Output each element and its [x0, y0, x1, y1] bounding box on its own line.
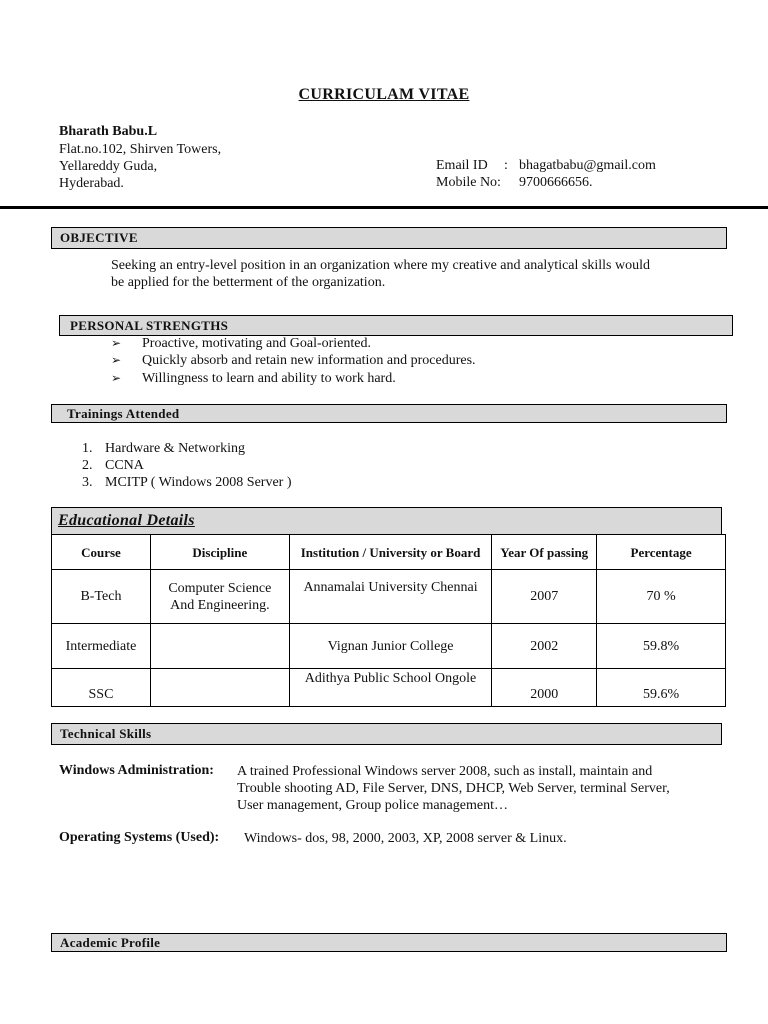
cell-discipline — [150, 669, 289, 707]
windows-admin-line-3: User management, Group police management… — [237, 798, 508, 813]
mobile-label: Mobile No: — [436, 175, 501, 190]
strength-item — [111, 370, 396, 387]
cell-percentage: 70 % — [597, 570, 726, 624]
strength-text: Willingness to learn and ability to work hard. — [142, 371, 396, 386]
strengths-heading: PERSONAL STRENGTHS — [59, 315, 733, 336]
strength-text: Quickly absorb and retain new information and procedures. — [142, 353, 476, 368]
table-row — [52, 669, 726, 707]
cell-course: Intermediate — [52, 624, 151, 669]
objective-line-1: Seeking an entry-level position in an organization where my creative and analytical skills would — [111, 258, 650, 273]
address-line-1: Flat.no.102, Shirven Towers, — [59, 142, 222, 157]
column-header: Discipline — [150, 535, 289, 570]
email-label: Email ID — [436, 158, 488, 173]
column-header: Percentage — [597, 535, 726, 570]
mobile-value: 9700666656. — [519, 175, 593, 190]
trainings-heading: Trainings Attended — [51, 404, 727, 423]
cell-year: 2002 — [492, 624, 597, 669]
windows-admin-label: Windows Administration: — [59, 763, 214, 778]
education-table — [51, 534, 726, 707]
table-row — [52, 570, 726, 624]
strength-item — [111, 352, 476, 369]
table-header-row — [52, 535, 726, 570]
cell-institution: Annamalai University Chennai — [289, 570, 492, 624]
training-item: 1. Hardware & Networking — [82, 441, 245, 456]
header-divider — [0, 206, 768, 209]
arrow-bullet-icon: ➢ — [111, 371, 122, 385]
training-item: 3. MCITP ( Windows 2008 Server ) — [82, 475, 292, 490]
cell-year: 2000 — [492, 669, 597, 707]
os-label: Operating Systems (Used): — [59, 830, 220, 845]
cell-year: 2007 — [492, 570, 597, 624]
arrow-bullet-icon: ➢ — [111, 353, 122, 367]
windows-admin-line-1: A trained Professional Windows server 2008, such as install, maintain and — [237, 764, 653, 779]
column-header: Course — [52, 535, 151, 570]
column-header: Institution / University or Board — [289, 535, 492, 570]
cell-institution: Adithya Public School Ongole — [289, 669, 492, 707]
windows-admin-line-2: Trouble shooting AD, File Server, DNS, DHCP, Web Server, terminal Server, — [237, 781, 670, 796]
cell-percentage: 59.8% — [597, 624, 726, 669]
cell-discipline — [150, 624, 289, 669]
email-colon: : — [504, 158, 508, 173]
cell-course: B-Tech — [52, 570, 151, 624]
cell-discipline: Computer Science And Engineering. — [150, 570, 289, 624]
objective-heading: OBJECTIVE — [51, 227, 727, 249]
training-item: 2. CCNA — [82, 458, 144, 473]
strength-text: Proactive, motivating and Goal-oriented. — [142, 336, 371, 351]
candidate-name: Bharath Babu.L — [59, 124, 158, 139]
cell-institution: Vignan Junior College — [289, 624, 492, 669]
education-heading: Educational Details — [51, 507, 722, 535]
cell-course: SSC — [52, 669, 151, 707]
column-header: Year Of passing — [492, 535, 597, 570]
document-title: CURRICULAM VITAE — [298, 86, 470, 103]
objective-line-2: be applied for the betterment of the organization. — [111, 275, 386, 290]
technical-heading: Technical Skills — [51, 723, 722, 745]
strength-item — [111, 335, 371, 352]
os-text: Windows- dos, 98, 2000, 2003, XP, 2008 server & Linux. — [244, 831, 567, 846]
address-line-3: Hyderabad. — [59, 176, 124, 191]
academic-heading: Academic Profile — [51, 933, 727, 952]
arrow-bullet-icon: ➢ — [111, 336, 122, 350]
table-row — [52, 624, 726, 669]
cell-percentage: 59.6% — [597, 669, 726, 707]
email-value: bhagatbabu@gmail.com — [519, 158, 656, 173]
address-line-2: Yellareddy Guda, — [59, 159, 158, 174]
